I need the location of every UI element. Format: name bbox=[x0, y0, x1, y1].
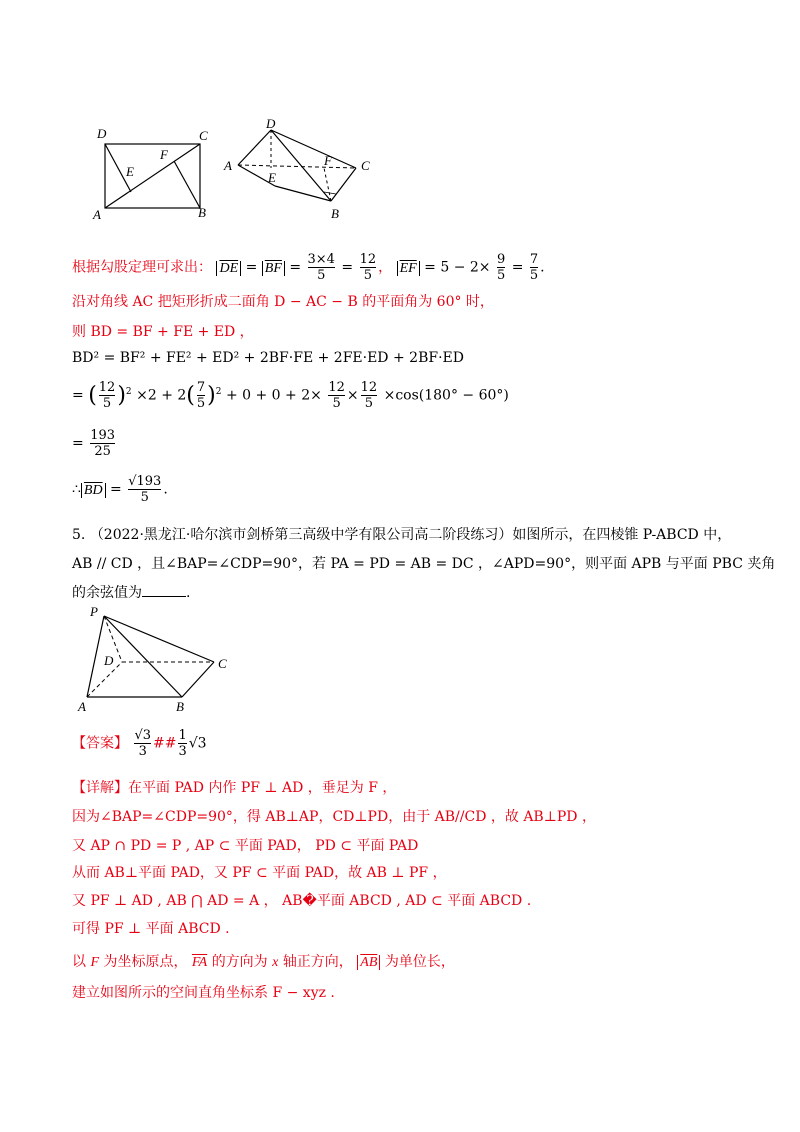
detail-line8: 建立如图所示的空间直角坐标系 F − xyz . bbox=[72, 985, 335, 1001]
fig2-label-B: B bbox=[176, 699, 184, 714]
vec-ab: $\overline{AB}$ bbox=[357, 955, 380, 970]
ef-expr: = 5 − 2× bbox=[424, 259, 491, 276]
vec-fa: $\overline{FA}$ bbox=[191, 955, 208, 970]
fig1-label-B: B bbox=[198, 205, 206, 220]
frac-12-over-5: $\frac{12}{5}$ bbox=[359, 252, 377, 283]
fig1r-label-C: C bbox=[361, 158, 370, 173]
fig1r-label-F: F bbox=[324, 153, 332, 168]
answer-frac: $\frac{√3}{3}$ bbox=[134, 728, 152, 759]
vec-bf: $\overline{BF}$ bbox=[262, 261, 285, 276]
fig1-label-F: F bbox=[160, 147, 168, 162]
problem-text-1: （2022·黑龙江·哈尔滨市剑桥第三高级中学有限公司高二阶段练习）如图所示，在四棱锥 P-ABCD 中， bbox=[89, 527, 732, 543]
problem5-line2: AB // CD ，且∠BAP=∠CDP=90°，若 PA = PD = AB = DC ，∠APD=90°，则平面 APB 与平面 PBC 夹角 bbox=[72, 556, 776, 572]
fig2-label-D: D bbox=[104, 653, 114, 668]
vec-ef: $\overline{EF}$ bbox=[397, 261, 420, 276]
problem-number: 5. bbox=[72, 527, 86, 543]
fig2-label-A: A bbox=[78, 699, 86, 714]
detail-line5: 又 PF ⊥ AD , AB ⋂ AD = A ， AB�平面 ABCD , AD ⊂ 平面 ABCD . bbox=[72, 893, 532, 909]
vec-de: $\overline{DE}$ bbox=[216, 261, 241, 276]
vector-decomposition: 则 BD = BF + FE + ED ， bbox=[72, 324, 254, 340]
detail-line2: 因为∠BAP=∠CDP=90°，得 AB⊥AP，CD⊥PD，由于 AB//CD ，故 AB⊥PD ， bbox=[72, 809, 596, 825]
fig1-label-C: C bbox=[199, 128, 208, 143]
pythagoras-line: 根据勾股定理可求出： $\overline{DE} = \overline{BF}$ = $\frac{3\times 4}{5}$ = $\frac{12}{5}$ ， $\overline{EF} = 5 - 2\times$ $\frac{9}{5}$ = $\frac{7}{5}$ . bbox=[72, 252, 545, 283]
answer-sep: ## bbox=[153, 735, 177, 752]
figure-pyramid bbox=[74, 604, 244, 716]
detail-line3: 又 AP ∩ PD = P , AP ⊂ 平面 PAD， PD ⊂ 平面 PAD bbox=[72, 838, 419, 854]
frac-sqrt193-5: $\frac{√193}{5}$ bbox=[128, 474, 162, 505]
problem5-line1 bbox=[72, 524, 731, 544]
fig1r-label-B: B bbox=[331, 206, 339, 221]
pythagoras-prefix: 根据勾股定理可求出： bbox=[72, 259, 212, 276]
fig1-label-A: A bbox=[93, 207, 101, 222]
fig1r-label-E: E bbox=[268, 170, 276, 185]
cos-term: ×cos(180° − 60°) bbox=[383, 387, 509, 404]
problem5-line3: 的余弦值为 . bbox=[72, 585, 191, 601]
answer-label: 【答案】 bbox=[72, 735, 128, 752]
bd-result: ∴ $\overline{BD}$ = $\frac{√193}{5}$ . bbox=[72, 474, 168, 505]
fig2-label-C: C bbox=[218, 656, 227, 671]
fig2-label-P: P bbox=[90, 604, 98, 619]
frac-9-over-5: $\frac{9}{5}$ bbox=[496, 252, 506, 283]
bd-squared-expansion: BD² = BF² + FE² + ED² + 2BF·FE + 2FE·ED + 2BF·ED bbox=[72, 350, 464, 366]
fig1-label-E: E bbox=[126, 164, 134, 179]
frac-193-25: $\frac{193}{25}$ bbox=[90, 428, 116, 459]
bd-squared-result: = $\frac{193}{25}$ bbox=[72, 428, 116, 459]
fold-statement: 沿对角线 AC 把矩形折成二面角 D − AC − B 的平面角为 60° 时， bbox=[72, 294, 494, 310]
frac-7-5: $\frac{7}{5}$ bbox=[196, 380, 206, 411]
frac-12-5-a: $\frac{12}{5}$ bbox=[98, 380, 116, 411]
frac-3x4-over-5: $\frac{3\times 4}{5}$ bbox=[307, 252, 335, 283]
detail-line1: 【详解】在平面 PAD 内作 PF ⊥ AD ，垂足为 F ， bbox=[72, 780, 397, 796]
fig1r-label-A: A bbox=[224, 158, 232, 173]
fig1-label-D: D bbox=[97, 126, 107, 141]
numeric-rest: + 0 + 0 + 2× bbox=[225, 387, 322, 404]
detail-line4: 从而 AB⊥平面 PAD，又 PF ⊂ 平面 PAD，故 AB ⊥ PF ， bbox=[72, 865, 447, 881]
answer-line: 【答案】 $\frac{√3}{3}$ ## $\frac{1}{3}$ √3 bbox=[72, 728, 207, 759]
answer-blank bbox=[142, 584, 186, 597]
bd-squared-numeric: = ( $\frac{12}{5}$ )$^2$ ×2 + 2( $\frac{7}{5}$ )$^2$ + 0 + 0 + 2× $\frac{12}{5}$ × $\frac{12}{5}$ ×cos(180° − 60°) bbox=[72, 380, 509, 411]
fig1r-label-D: D bbox=[266, 118, 276, 131]
answer-frac-2: $\frac{1}{3}$ bbox=[178, 728, 187, 759]
detail-line6: 可得 PF ⊥ 平面 ABCD . bbox=[72, 921, 230, 937]
frac-7-over-5: $\frac{7}{5}$ bbox=[529, 252, 539, 283]
vec-bd: $\overline{BD}$ bbox=[81, 483, 106, 498]
detail-label: 【详解】 bbox=[72, 780, 128, 796]
figure-rectangle-fold bbox=[88, 118, 388, 226]
detail-line7: 以 F 为坐标原点， $\overline{FA}$ 的方向为 x 轴正方向， $\overline{AB}$ 为单位长， bbox=[72, 954, 455, 970]
